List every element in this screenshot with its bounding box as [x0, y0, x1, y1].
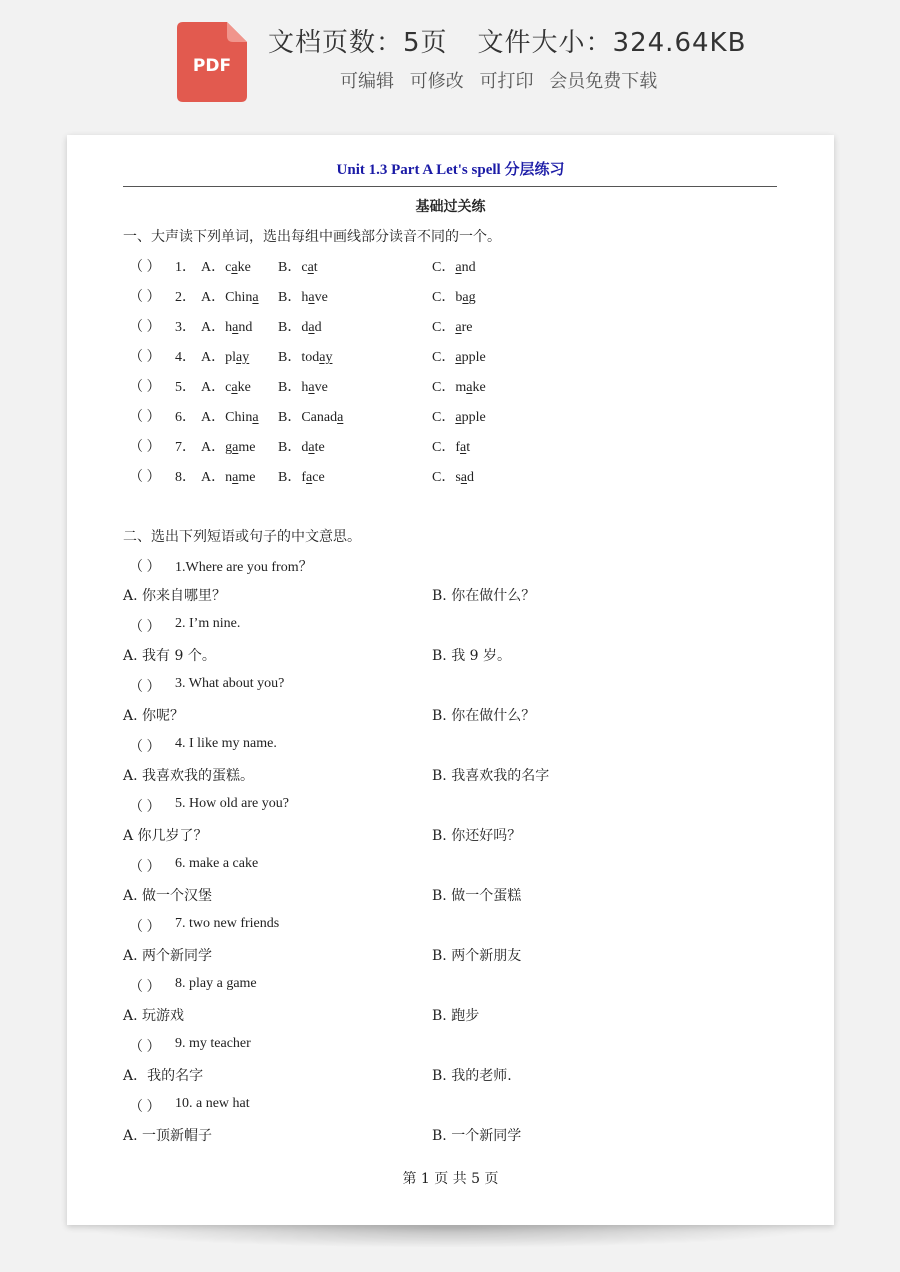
document-title: Unit 1.3 Part A Let's spell 分层练习 [336, 162, 565, 178]
option-a: A. 一顶新帽子 [123, 1128, 213, 1144]
option-letter: C． [432, 290, 456, 305]
underlined-letters: a [455, 260, 462, 275]
part1-question-row [123, 466, 783, 488]
option-letter: A． [201, 410, 226, 425]
word-part: c [225, 380, 232, 395]
part1-question-row [123, 406, 783, 428]
part1-question-row [123, 346, 783, 368]
word-part: c [225, 260, 232, 275]
question-text: 6. make a cake [175, 856, 259, 871]
word-part: re [461, 320, 473, 335]
option-a [201, 406, 259, 426]
option-c [432, 256, 476, 276]
option-b: B. 我喜欢我的名字 [432, 768, 550, 784]
word-part: f [455, 440, 461, 455]
word-part: pple [461, 410, 486, 425]
option-a [201, 316, 252, 336]
option-b: B. 跑步 [432, 1008, 480, 1024]
feature-editable: 可编辑 [340, 71, 394, 92]
question-number: 5． [175, 380, 196, 395]
answer-blank[interactable]: （ ） [129, 920, 161, 935]
option-b [278, 436, 325, 456]
answer-blank[interactable]: （ ） [129, 320, 161, 335]
answer-options [123, 1005, 783, 1027]
underlined-letters: ay [236, 350, 250, 365]
option-a: A. 我喜欢我的蛋糕。 [123, 768, 255, 784]
answer-blank[interactable]: （ ） [129, 350, 161, 365]
underlined-letters: a [308, 440, 315, 455]
answer-blank[interactable]: （ ） [129, 680, 161, 695]
file-size: 文件大小：324.64KB [477, 28, 747, 58]
option-letter: C． [432, 470, 456, 485]
word-part: nd [461, 260, 476, 275]
option-letter: A． [201, 470, 226, 485]
word-part: c [301, 260, 308, 275]
option-letter: B． [278, 470, 302, 485]
option-letter: C． [432, 440, 456, 455]
option-b [278, 286, 328, 306]
option-b [278, 256, 318, 276]
option-c [432, 316, 472, 336]
option-b: B. 你在做什么？ [432, 708, 536, 724]
word-part: Chin [225, 410, 253, 425]
option-letter: B． [278, 440, 302, 455]
word-part: g [225, 440, 233, 455]
word-part: me [238, 440, 256, 455]
question-text: 2. I’m nine. [175, 616, 241, 631]
page-footer: 第 1 页 共 5 页 [402, 1171, 499, 1187]
question-text: 7. two new friends [175, 916, 280, 931]
part2-question [123, 1036, 783, 1058]
underlined-letters: a [337, 410, 344, 425]
answer-options [123, 645, 783, 667]
underlined-letters: a [252, 290, 259, 305]
option-a: A. 我有 9 个。 [123, 648, 216, 664]
answer-blank[interactable]: （ ） [129, 260, 161, 275]
part2-question [123, 1096, 783, 1118]
answer-options [123, 825, 783, 847]
underlined-letters: a [455, 320, 462, 335]
word-part: t [466, 440, 471, 455]
option-letter: A． [201, 320, 226, 335]
question-number: 7． [175, 440, 196, 455]
option-a [201, 346, 249, 366]
answer-blank[interactable]: （ ） [129, 860, 161, 875]
answer-blank[interactable]: （ ） [129, 800, 161, 815]
underlined-letters: a [231, 380, 238, 395]
word-part: m [455, 380, 467, 395]
answer-blank[interactable]: （ ） [129, 560, 161, 575]
word-part: ke [237, 380, 251, 395]
feature-member-download: 会员免费下载 [549, 71, 658, 92]
option-letter: C． [432, 260, 456, 275]
answer-blank[interactable]: （ ） [129, 980, 161, 995]
question-text: 3. What about you? [175, 676, 285, 691]
feature-printable: 可打印 [479, 71, 534, 92]
option-a: A. 玩游戏 [123, 1008, 185, 1024]
part1-instruction: 一、大声读下列单词，选出每组中画线部分读音不同的一个。 [123, 229, 501, 245]
question-text: 5. How old are you? [175, 796, 289, 811]
underlined-letters: a [232, 470, 239, 485]
part2-question [123, 556, 783, 578]
underlined-letters: a [232, 440, 239, 455]
word-part: Chin [225, 290, 253, 305]
answer-blank[interactable]: （ ） [129, 290, 161, 305]
part2-question [123, 976, 783, 998]
word-part: h [301, 380, 309, 395]
option-b [278, 346, 332, 366]
option-letter: B． [278, 260, 302, 275]
word-part: Canad [301, 410, 338, 425]
part2-instruction: 二、选出下列短语或句子的中文意思。 [123, 529, 361, 545]
option-letter: A． [201, 380, 226, 395]
option-a: A. 你来自哪里？ [123, 588, 227, 604]
section-heading: 基础过关练 [415, 199, 486, 215]
option-a [201, 286, 259, 306]
part2-question [123, 916, 783, 938]
download-banner [0, 0, 900, 130]
question-text: 8. play a game [175, 976, 257, 991]
underlined-letters: a [308, 380, 315, 395]
underlined-letters: a [232, 320, 239, 335]
option-c [432, 466, 474, 486]
option-a [201, 466, 255, 486]
word-part: d [314, 320, 322, 335]
question-number: 8． [175, 470, 196, 485]
answer-blank[interactable]: （ ） [129, 740, 161, 755]
word-part: tod [301, 350, 320, 365]
underlined-letters: a [460, 470, 468, 485]
option-b: B. 我的老师. [432, 1068, 512, 1084]
option-letter: C． [432, 320, 456, 335]
word-part: pple [461, 350, 486, 365]
answer-options [123, 1065, 783, 1087]
word-part: nd [238, 320, 253, 335]
underlined-letters: a [307, 260, 314, 275]
word-part: d [301, 440, 309, 455]
option-c [432, 346, 486, 366]
option-a [201, 256, 251, 276]
document-page [67, 135, 834, 1225]
option-b [278, 466, 325, 486]
answer-blank[interactable]: （ ） [129, 380, 161, 395]
answer-blank[interactable]: （ ） [129, 1040, 161, 1055]
underlined-letters: a [466, 380, 473, 395]
title-divider [123, 186, 777, 187]
part2-question [123, 616, 783, 638]
part2-question [123, 856, 783, 878]
option-a: A. 你呢？ [123, 708, 185, 724]
word-part: b [455, 290, 463, 305]
option-letter: A． [201, 350, 226, 365]
option-b: B. 两个新朋友 [432, 948, 522, 964]
file-info [268, 22, 746, 59]
option-b: B. 你还好吗？ [432, 828, 522, 844]
option-c [432, 376, 486, 396]
option-letter: B． [278, 410, 302, 425]
option-b [278, 406, 343, 426]
word-part: me [238, 470, 256, 485]
underlined-letters: a [308, 290, 315, 305]
option-a: A 你几岁了？ [123, 828, 208, 844]
option-c [432, 406, 486, 426]
part1-question-row [123, 436, 783, 458]
answer-blank[interactable]: （ ） [129, 1100, 161, 1115]
feature-list [340, 67, 667, 93]
option-letter: A． [201, 290, 226, 305]
underlined-letters: a [308, 320, 315, 335]
option-letter: C． [432, 380, 456, 395]
underlined-letters: a [460, 440, 467, 455]
part1-question-row [123, 256, 783, 278]
question-number: 2． [175, 290, 196, 305]
word-part: t [313, 260, 318, 275]
underlined-letters: a [462, 290, 469, 305]
word-part: ve [314, 290, 328, 305]
pdf-file-icon [177, 22, 247, 102]
word-part: n [225, 470, 233, 485]
feature-modifiable: 可修改 [409, 71, 464, 92]
question-text: 4. I like my name. [175, 736, 277, 751]
answer-options [123, 765, 783, 787]
option-letter: B． [278, 320, 302, 335]
word-part: h [225, 320, 233, 335]
answer-blank[interactable]: （ ） [129, 470, 161, 485]
option-letter: A． [201, 260, 226, 275]
answer-options [123, 885, 783, 907]
question-text: 9. my teacher [175, 1036, 251, 1051]
word-part: h [301, 290, 309, 305]
part1-question-row [123, 316, 783, 338]
word-part: ke [237, 260, 251, 275]
option-a: A. 两个新同学 [123, 948, 213, 964]
option-b: B. 做一个蛋糕 [432, 888, 522, 904]
option-b: B. 一个新同学 [432, 1128, 522, 1144]
word-part: ce [312, 470, 325, 485]
option-a [201, 376, 251, 396]
underlined-letters: ay [319, 350, 333, 365]
part2-question [123, 796, 783, 818]
question-number: 4． [175, 350, 196, 365]
word-part: g [468, 290, 476, 305]
option-b: B. 你在做什么？ [432, 588, 536, 604]
answer-blank[interactable]: （ ） [129, 440, 161, 455]
option-letter: B． [278, 290, 302, 305]
option-letter: A． [201, 440, 226, 455]
word-part: d [467, 470, 475, 485]
underlined-letters: a [306, 470, 313, 485]
underlined-letters: a [231, 260, 238, 275]
option-a [201, 436, 255, 456]
option-letter: B． [278, 350, 302, 365]
option-a: A. 做一个汉堡 [123, 888, 213, 904]
part1-question-row [123, 376, 783, 398]
option-c [432, 286, 476, 306]
pdf-icon-label: PDF [192, 56, 232, 76]
option-letter: C． [432, 350, 456, 365]
word-part: ke [472, 380, 486, 395]
word-part: te [314, 440, 325, 455]
option-b [278, 316, 322, 336]
word-part: f [301, 470, 307, 485]
word-part: ve [314, 380, 328, 395]
option-b: B. 我 9 岁。 [432, 648, 511, 664]
question-number: 6． [175, 410, 196, 425]
word-part: d [301, 320, 309, 335]
part2-question [123, 736, 783, 758]
word-part: s [455, 470, 461, 485]
answer-options [123, 705, 783, 727]
underlined-letters: a [455, 410, 462, 425]
part1-question-row [123, 286, 783, 308]
page-count: 文档页数：5页 [268, 28, 448, 58]
option-letter: B． [278, 380, 302, 395]
option-b [278, 376, 328, 396]
question-text: 1.Where are you from？ [175, 560, 313, 575]
part2-question [123, 676, 783, 698]
underlined-letters: a [455, 350, 462, 365]
answer-options [123, 945, 783, 967]
option-letter: C． [432, 410, 456, 425]
answer-options [123, 1125, 783, 1147]
question-text: 10. a new hat [175, 1096, 250, 1111]
answer-options [123, 585, 783, 607]
question-number: 3． [175, 320, 196, 335]
answer-blank[interactable]: （ ） [129, 620, 161, 635]
answer-blank[interactable]: （ ） [129, 410, 161, 425]
option-c [432, 436, 470, 456]
question-number: 1． [175, 260, 196, 275]
word-part: pl [225, 350, 237, 365]
underlined-letters: a [252, 410, 259, 425]
option-a: A．我的名字 [123, 1068, 204, 1084]
